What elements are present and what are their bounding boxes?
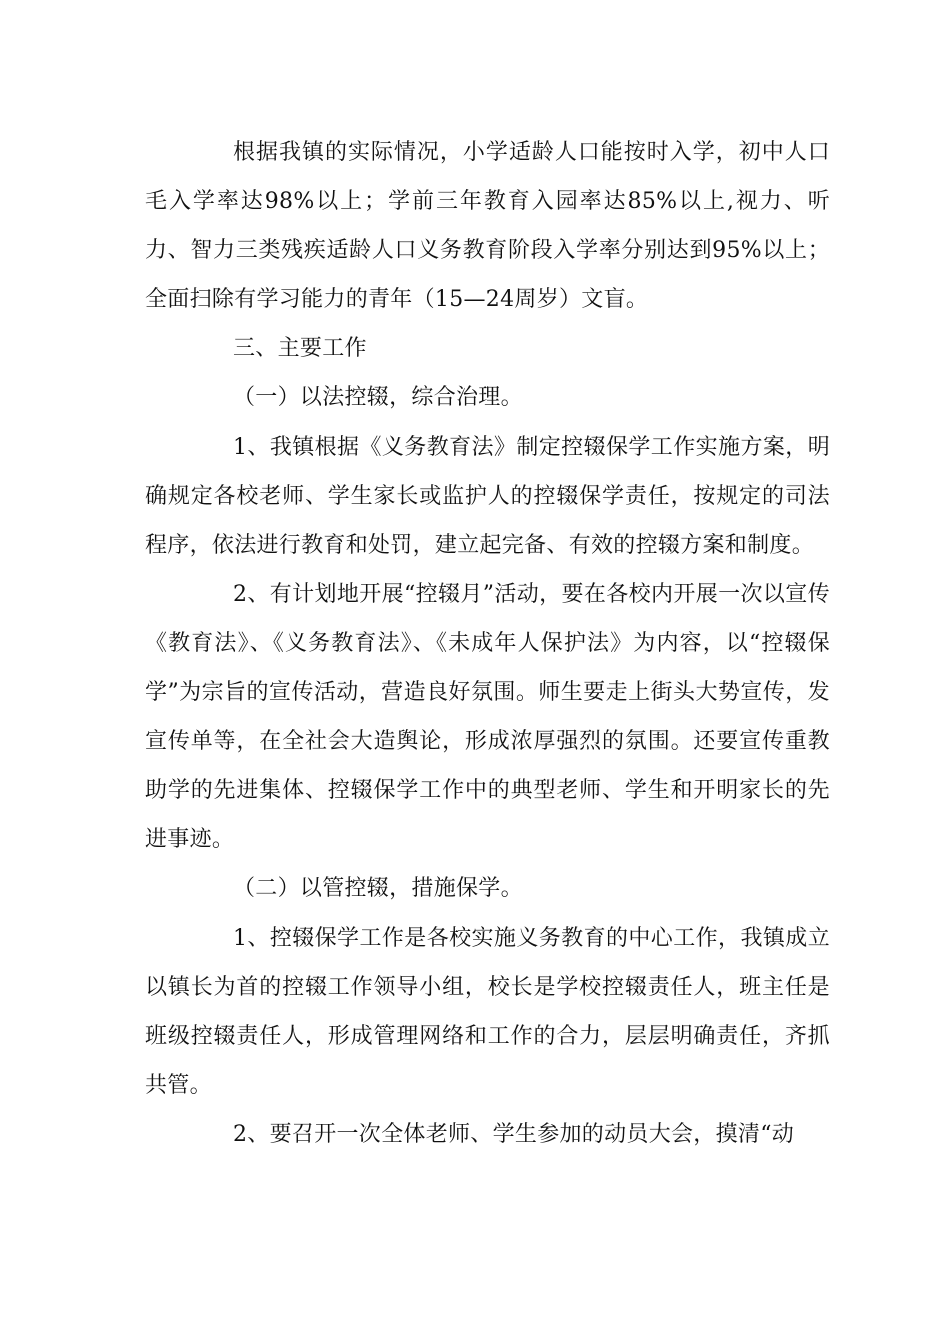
section-heading-main-work: 三、主要工作 <box>233 336 367 362</box>
paragraph-law-item-2: 2、有计划地开展“控辍月”活动，要在各校内开展一次以宣传《教育法》、《义务教育法》、《未成年人保护法》为内容，以“控辍保学”为宗旨的宣传活动，营造良好氛围。师生要走上街头大势宣传，发宣传单等，在全社会大造舆论，形成浓厚强烈的氛围。还要宣传重教助学的先进集体、控辍保学工作中的典型老师、学生和开明家长的先进事迹。 <box>145 581 830 853</box>
paragraph-management-item-1: 1、控辍保学工作是各校实施义务教育的中心工作，我镇成立以镇长为首的控辍工作领导小组，校长是学校控辍责任人，班主任是班级控辍责任人，形成管理网络和工作的合力，层层明确责任，齐抓共管。 <box>145 925 830 1098</box>
paragraph-management-item-2: 2、要召开一次全体老师、学生参加的动员大会，摸清“动 <box>233 1121 795 1147</box>
subsection-heading-management: （二）以管控辍，措施保学。 <box>233 876 523 902</box>
paragraph-law-item-1: 1、我镇根据《义务教育法》制定控辍保学工作实施方案，明确规定各校老师、学生家长或监护人的控辍保学责任，按规定的司法程序，依法进行教育和处罚，建立起完备、有效的控辍方案和制度。 <box>145 434 830 558</box>
document-body <box>145 128 830 1159</box>
paragraph-goals: 根据我镇的实际情况，小学适龄人口能按时入学，初中人口毛入学率达98%以上；学前三年教育入园率达85%以上,视力、听力、智力三类残疾适龄人口义务教育阶段入学率分别达到95%以上；全面扫除有学习能力的青年（15—24周岁）文盲。 <box>145 140 830 313</box>
subsection-heading-law: （一）以法控辍，综合治理。 <box>233 385 523 411</box>
